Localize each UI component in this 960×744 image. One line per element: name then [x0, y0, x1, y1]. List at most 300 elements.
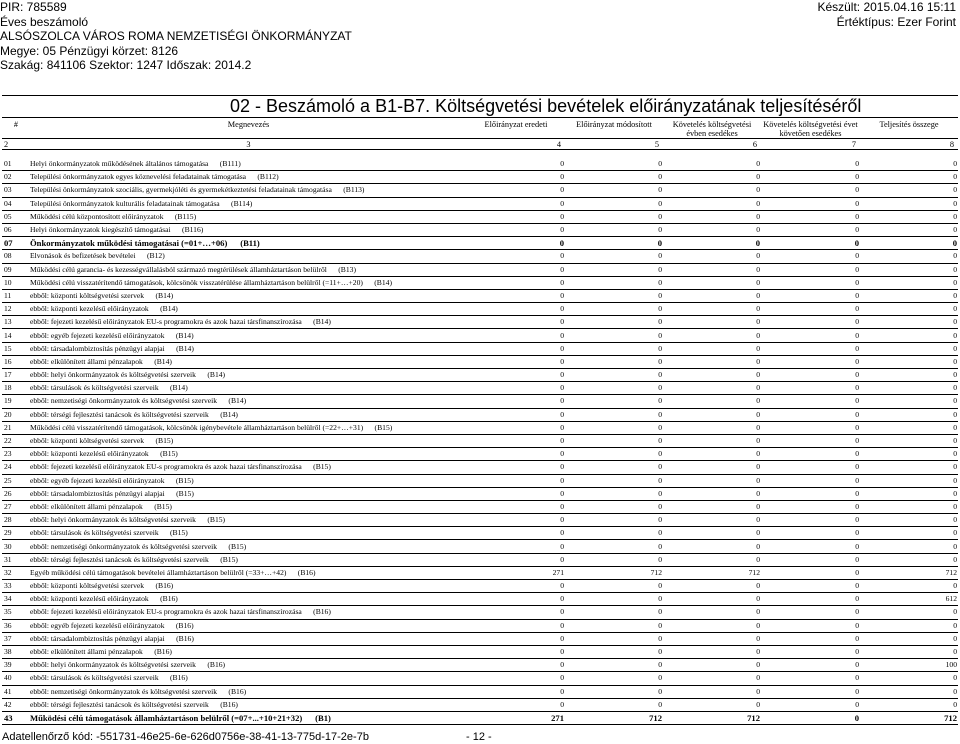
row-value: 0 — [761, 395, 860, 408]
row-value: 0 — [565, 263, 663, 276]
row-value: 0 — [565, 421, 663, 434]
row-value: 0 — [761, 263, 860, 276]
table-row — [2, 698, 958, 711]
row-number: 34 — [2, 593, 30, 606]
row-value: 0 — [663, 316, 761, 329]
row-label: ebből: társulások és költségvetési szerveik (B15) — [30, 527, 467, 540]
row-value: 0 — [467, 408, 565, 421]
row-value: 0 — [860, 158, 958, 171]
row-value: 0 — [565, 606, 663, 619]
row-value: 0 — [565, 553, 663, 566]
table-row — [2, 184, 958, 197]
row-number: 19 — [2, 395, 30, 408]
row-label: Települési önkormányzatok kulturális feladatainak támogatása (B114) — [30, 197, 467, 210]
row-number: 39 — [2, 659, 30, 672]
row-label: ebből: egyéb fejezeti kezelésű előirányzatok (B14) — [30, 329, 467, 342]
row-value: 0 — [663, 210, 761, 223]
row-value: 0 — [860, 250, 958, 263]
table-row — [2, 316, 958, 329]
budget-table — [2, 119, 958, 725]
row-value: 0 — [761, 619, 860, 632]
row-value: 0 — [565, 672, 663, 685]
row-value: 0 — [761, 355, 860, 368]
row-value: 0 — [663, 487, 761, 500]
row-number: 03 — [2, 184, 30, 197]
row-value: 0 — [467, 698, 565, 711]
row-value: 271 — [467, 566, 565, 579]
row-value: 0 — [663, 421, 761, 434]
row-value: 0 — [860, 553, 958, 566]
row-value: 0 — [663, 237, 761, 250]
row-value: 271 — [467, 711, 565, 724]
row-value: 0 — [860, 303, 958, 316]
row-label: ebből: központi kezelésű előirányzatok (B15) — [30, 448, 467, 461]
row-label: ebből: elkülönített állami pénzalapok (B16) — [30, 645, 467, 658]
row-label: ebből: központi költségvetési szervek (B14) — [30, 289, 467, 302]
row-value: 0 — [860, 263, 958, 276]
row-value: 0 — [761, 434, 860, 447]
row-value: 0 — [467, 276, 565, 289]
row-value: 0 — [565, 237, 663, 250]
row-value: 0 — [565, 342, 663, 355]
row-value: 0 — [860, 171, 958, 184]
table-row — [2, 382, 958, 395]
row-label: ebből: központi költségvetési szervek (B15) — [30, 434, 467, 447]
row-value: 0 — [663, 474, 761, 487]
pir-number: PIR: 785589 — [0, 0, 67, 14]
table-row — [2, 527, 958, 540]
row-label: ebből: helyi önkormányzatok és költségvetési szerveik (B15) — [30, 514, 467, 527]
row-value: 0 — [467, 369, 565, 382]
row-number: 10 — [2, 276, 30, 289]
row-value: 0 — [663, 527, 761, 540]
row-label: ebből: egyéb fejezeti kezelésű előirányzatok (B15) — [30, 474, 467, 487]
row-number: 08 — [2, 250, 30, 263]
row-label: Működési célú garancia- és kezességvállalásból származó megtérülések államháztartáson belülről (B13) — [30, 263, 467, 276]
row-number: 02 — [2, 171, 30, 184]
row-number: 32 — [2, 566, 30, 579]
row-value: 0 — [467, 540, 565, 553]
row-value: 0 — [761, 303, 860, 316]
row-value: 0 — [565, 184, 663, 197]
table-row — [2, 355, 958, 368]
row-value: 0 — [860, 184, 958, 197]
table-row — [2, 474, 958, 487]
row-value: 0 — [663, 263, 761, 276]
table-row — [2, 303, 958, 316]
row-value: 0 — [860, 421, 958, 434]
row-label: ebből: központi kezelésű előirányzatok (B14) — [30, 303, 467, 316]
row-label: Elvonások és befizetések bevételei (B12) — [30, 250, 467, 263]
row-label: ebből: helyi önkormányzatok és költségvetési szerveik (B14) — [30, 369, 467, 382]
col-number: 6 — [663, 139, 761, 150]
row-value: 0 — [467, 527, 565, 540]
row-number: 04 — [2, 197, 30, 210]
row-value: 0 — [860, 685, 958, 698]
row-value: 0 — [761, 223, 860, 236]
row-value: 0 — [860, 619, 958, 632]
row-value: 0 — [467, 461, 565, 474]
row-value: 0 — [761, 461, 860, 474]
row-value: 0 — [565, 197, 663, 210]
row-value: 0 — [663, 514, 761, 527]
row-value: 0 — [663, 645, 761, 658]
row-value: 0 — [860, 487, 958, 500]
col-number: 4 — [467, 139, 565, 150]
row-number: 26 — [2, 487, 30, 500]
row-number: 07 — [2, 237, 30, 250]
row-value: 0 — [663, 553, 761, 566]
table-row — [2, 369, 958, 382]
sector-info: Szakág: 841106 Szektor: 1247 Időszak: 2014.2 — [0, 58, 252, 72]
row-number: 17 — [2, 369, 30, 382]
table-row — [2, 448, 958, 461]
row-value: 0 — [860, 434, 958, 447]
row-value: 0 — [663, 395, 761, 408]
row-value: 0 — [467, 263, 565, 276]
row-value: 0 — [467, 434, 565, 447]
row-number: 23 — [2, 448, 30, 461]
row-value: 0 — [565, 329, 663, 342]
row-value: 0 — [663, 158, 761, 171]
row-value: 0 — [761, 237, 860, 250]
row-value: 0 — [467, 619, 565, 632]
row-value: 100 — [860, 659, 958, 672]
row-value: 712 — [663, 711, 761, 724]
row-value: 0 — [663, 461, 761, 474]
organization-name: ALSÓSZOLCA VÁROS ROMA NEMZETISÉGI ÖNKORMÁNYZAT — [0, 29, 352, 43]
report-title: 02 - Beszámoló a B1-B7. Költségvetési bevételek előirányzatának teljesítéséről — [230, 96, 862, 116]
row-value: 0 — [663, 382, 761, 395]
row-value: 0 — [467, 197, 565, 210]
row-value: 0 — [761, 632, 860, 645]
row-number: 28 — [2, 514, 30, 527]
table-row — [2, 237, 958, 250]
row-label: ebből: térségi fejlesztési tanácsok és költségvetési szerveik (B16) — [30, 698, 467, 711]
row-value: 0 — [565, 698, 663, 711]
row-value: 0 — [860, 329, 958, 342]
row-value: 0 — [467, 237, 565, 250]
created-timestamp: Készült: 2015.04.16 15:11 — [817, 0, 956, 14]
row-value: 0 — [860, 276, 958, 289]
row-value: 0 — [467, 487, 565, 500]
report-header — [0, 0, 520, 73]
row-value: 0 — [761, 369, 860, 382]
row-value: 0 — [761, 316, 860, 329]
row-value: 0 — [663, 303, 761, 316]
row-value: 0 — [467, 210, 565, 223]
row-value: 0 — [761, 698, 860, 711]
row-value: 0 — [761, 659, 860, 672]
row-value: 0 — [761, 171, 860, 184]
row-value: 0 — [565, 289, 663, 302]
row-value: 0 — [663, 659, 761, 672]
row-value: 0 — [467, 355, 565, 368]
row-value: 0 — [467, 184, 565, 197]
row-number: 20 — [2, 408, 30, 421]
row-label: ebből: nemzetiségi önkormányzatok és költségvetési szerveik (B15) — [30, 540, 467, 553]
row-label: Működési célú visszatérítendő támogatások, kölcsönök igénybevétele államháztartáson belülről (=22+…+31) (B15) — [30, 421, 467, 434]
row-value: 0 — [761, 408, 860, 421]
row-value: 0 — [565, 540, 663, 553]
row-value: 0 — [565, 645, 663, 658]
col-original-estimate: Előirányzat eredeti — [484, 120, 548, 129]
row-value: 0 — [565, 632, 663, 645]
row-value: 0 — [761, 580, 860, 593]
row-value: 0 — [565, 593, 663, 606]
table-row — [2, 672, 958, 685]
row-value: 712 — [860, 566, 958, 579]
row-label: ebből: központi költségvetési szervek (B16) — [30, 580, 467, 593]
row-label: ebből: nemzetiségi önkormányzatok és költségvetési szerveik (B14) — [30, 395, 467, 408]
row-label: Települési önkormányzatok szociális, gyermekjóléti és gyermekétkeztetési feladatainak támogatása (B113) — [30, 184, 467, 197]
table-row — [2, 540, 958, 553]
row-label: ebből: társadalombiztosítás pénzügyi alapjai (B14) — [30, 342, 467, 355]
report-meta — [817, 0, 956, 29]
table-row — [2, 619, 958, 632]
row-value: 0 — [467, 514, 565, 527]
row-value: 0 — [565, 580, 663, 593]
row-value: 0 — [565, 408, 663, 421]
row-value: 0 — [467, 685, 565, 698]
row-number: 05 — [2, 210, 30, 223]
row-value: 0 — [761, 250, 860, 263]
row-label: ebből: elkülönített állami pénzalapok (B14) — [30, 355, 467, 368]
row-value: 0 — [761, 540, 860, 553]
row-label: ebből: fejezeti kezelésű előirányzatok EU-s programokra és azok hazai társfinanszírozása (B15) — [30, 461, 467, 474]
row-value: 0 — [860, 645, 958, 658]
row-value: 0 — [467, 171, 565, 184]
table-row — [2, 158, 958, 171]
row-value: 0 — [860, 474, 958, 487]
table-body — [2, 158, 958, 725]
table-row — [2, 514, 958, 527]
row-value: 0 — [761, 421, 860, 434]
row-value: 0 — [761, 210, 860, 223]
row-value: 0 — [761, 342, 860, 355]
row-value: 0 — [663, 223, 761, 236]
row-label: ebből: nemzetiségi önkormányzatok és költségvetési szerveik (B16) — [30, 685, 467, 698]
row-number: 43 — [2, 711, 30, 724]
row-value: 712 — [860, 711, 958, 724]
row-value: 0 — [467, 645, 565, 658]
row-value: 612 — [860, 593, 958, 606]
row-value: 0 — [860, 500, 958, 513]
row-value: 0 — [761, 500, 860, 513]
row-value: 712 — [663, 566, 761, 579]
row-value: 712 — [565, 711, 663, 724]
row-value: 712 — [565, 566, 663, 579]
col-number: 5 — [565, 139, 663, 150]
row-value: 0 — [860, 355, 958, 368]
row-label: Helyi önkormányzatok kiegészítő támogatásai (B116) — [30, 223, 467, 236]
table-row — [2, 289, 958, 302]
row-value: 0 — [467, 382, 565, 395]
row-label: ebből: elkülönített állami pénzalapok (B15) — [30, 500, 467, 513]
col-claim-after: Követelés költségvetési évet követően esedékes — [763, 120, 858, 138]
row-label: ebből: társulások és költségvetési szerveik (B16) — [30, 672, 467, 685]
row-number: 09 — [2, 263, 30, 276]
row-value: 0 — [467, 250, 565, 263]
row-value: 0 — [860, 237, 958, 250]
row-value: 0 — [565, 369, 663, 382]
col-hash: # — [13, 120, 19, 129]
table-row — [2, 593, 958, 606]
row-value: 0 — [467, 342, 565, 355]
row-value: 0 — [565, 223, 663, 236]
row-number: 33 — [2, 580, 30, 593]
row-value: 0 — [663, 289, 761, 302]
row-value: 0 — [761, 276, 860, 289]
row-number: 24 — [2, 461, 30, 474]
row-value: 0 — [761, 382, 860, 395]
row-value: 0 — [663, 606, 761, 619]
row-label: Helyi önkormányzatok működésének általános támogatása (B111) — [30, 158, 467, 171]
row-value: 0 — [467, 223, 565, 236]
row-value: 0 — [663, 342, 761, 355]
table-row — [2, 171, 958, 184]
row-label: ebből: központi kezelésű előirányzatok (B16) — [30, 593, 467, 606]
row-value: 0 — [860, 632, 958, 645]
row-label: ebből: társadalombiztosítás pénzügyi alapjai (B16) — [30, 632, 467, 645]
row-value: 0 — [860, 369, 958, 382]
report-type: Éves beszámoló — [0, 14, 89, 29]
row-value: 0 — [565, 474, 663, 487]
column-header-row — [2, 119, 958, 139]
row-value: 0 — [663, 184, 761, 197]
row-value: 0 — [761, 672, 860, 685]
row-value: 0 — [761, 527, 860, 540]
row-value: 0 — [565, 250, 663, 263]
column-number-row — [2, 139, 958, 150]
row-value: 0 — [565, 316, 663, 329]
row-value: 0 — [565, 487, 663, 500]
page-number: - 12 - — [466, 731, 492, 743]
row-value: 0 — [663, 197, 761, 210]
row-value: 0 — [565, 500, 663, 513]
row-value: 0 — [860, 672, 958, 685]
row-value: 0 — [467, 580, 565, 593]
row-number: 37 — [2, 632, 30, 645]
col-description: Megnevezés — [227, 120, 270, 129]
row-number: 38 — [2, 645, 30, 658]
row-label: ebből: fejezeti kezelésű előirányzatok EU-s programokra és azok hazai társfinanszírozása (B14) — [30, 316, 467, 329]
table-row — [2, 553, 958, 566]
table-row — [2, 408, 958, 421]
row-value: 0 — [860, 606, 958, 619]
row-label: ebből: térségi fejlesztési tanácsok és költségvetési szerveik (B15) — [30, 553, 467, 566]
row-value: 0 — [467, 289, 565, 302]
row-value: 0 — [761, 329, 860, 342]
row-value: 0 — [663, 619, 761, 632]
row-value: 0 — [467, 448, 565, 461]
row-label: Önkormányzatok működési támogatásai (=01+…+06) (B11) — [30, 237, 467, 250]
row-value: 0 — [565, 685, 663, 698]
row-value: 0 — [860, 289, 958, 302]
row-number: 40 — [2, 672, 30, 685]
row-number: 31 — [2, 553, 30, 566]
row-label: Települési önkormányzatok egyes köznevelési feladatainak támogatása (B112) — [30, 171, 467, 184]
col-number: 2 — [2, 139, 30, 150]
row-number: 11 — [2, 289, 30, 302]
row-label: ebből: helyi önkormányzatok és költségvetési szerveik (B16) — [30, 659, 467, 672]
row-value: 0 — [860, 210, 958, 223]
col-number: 8 — [860, 139, 958, 150]
row-value: 0 — [860, 540, 958, 553]
row-value: 0 — [663, 329, 761, 342]
row-label: ebből: térségi fejlesztési tanácsok és költségvetési szerveik (B14) — [30, 408, 467, 421]
row-value: 0 — [860, 448, 958, 461]
row-number: 12 — [2, 303, 30, 316]
row-value: 0 — [565, 659, 663, 672]
table-row — [2, 659, 958, 672]
row-number: 01 — [2, 158, 30, 171]
row-value: 0 — [663, 408, 761, 421]
row-value: 0 — [663, 580, 761, 593]
row-number: 25 — [2, 474, 30, 487]
table-row — [2, 395, 958, 408]
row-value: 0 — [860, 580, 958, 593]
col-number: 7 — [761, 139, 860, 150]
row-value: 0 — [761, 289, 860, 302]
row-label: Működési célú visszatérítendő támogatások, kölcsönök visszatérülése államháztartáson belülről (=11+…+20) (B14) — [30, 276, 467, 289]
row-label: Működési célú támogatások államháztartáson belülről (=07+...+10+21+32) (B1) — [30, 711, 467, 724]
county-info: Megye: 05 Pénzügyi körzet: 8126 — [0, 43, 179, 58]
row-value: 0 — [761, 645, 860, 658]
table-row — [2, 461, 958, 474]
row-value: 0 — [565, 303, 663, 316]
row-value: 0 — [761, 711, 860, 724]
row-value: 0 — [467, 303, 565, 316]
table-row — [2, 711, 958, 724]
row-value: 0 — [565, 434, 663, 447]
table-row — [2, 500, 958, 513]
row-label: ebből: társulások és költségvetési szerveik (B14) — [30, 382, 467, 395]
row-value: 0 — [761, 514, 860, 527]
col-modified-estimate: Előirányzat módosított — [576, 120, 652, 129]
row-value: 0 — [467, 474, 565, 487]
row-value: 0 — [663, 171, 761, 184]
col-performance: Teljesítés összege — [879, 120, 939, 129]
table-row — [2, 566, 958, 579]
row-value: 0 — [761, 685, 860, 698]
table-row — [2, 342, 958, 355]
row-value: 0 — [761, 184, 860, 197]
row-value: 0 — [565, 527, 663, 540]
row-value: 0 — [860, 408, 958, 421]
row-value: 0 — [467, 593, 565, 606]
table-row — [2, 645, 958, 658]
row-value: 0 — [860, 382, 958, 395]
row-value: 0 — [663, 500, 761, 513]
row-value: 0 — [467, 421, 565, 434]
row-value: 0 — [761, 158, 860, 171]
table-row — [2, 197, 958, 210]
table-row — [2, 632, 958, 645]
row-value: 0 — [467, 553, 565, 566]
row-value: 0 — [565, 395, 663, 408]
row-label: Egyéb működési célú támogatások bevételei államháztartáson belülről (=33+…+42) (B16) — [30, 566, 467, 579]
row-value: 0 — [467, 606, 565, 619]
row-value: 0 — [467, 672, 565, 685]
table-row — [2, 685, 958, 698]
row-number: 42 — [2, 698, 30, 711]
row-value: 0 — [761, 566, 860, 579]
row-value: 0 — [761, 487, 860, 500]
row-value: 0 — [860, 316, 958, 329]
row-number: 41 — [2, 685, 30, 698]
row-value: 0 — [860, 461, 958, 474]
